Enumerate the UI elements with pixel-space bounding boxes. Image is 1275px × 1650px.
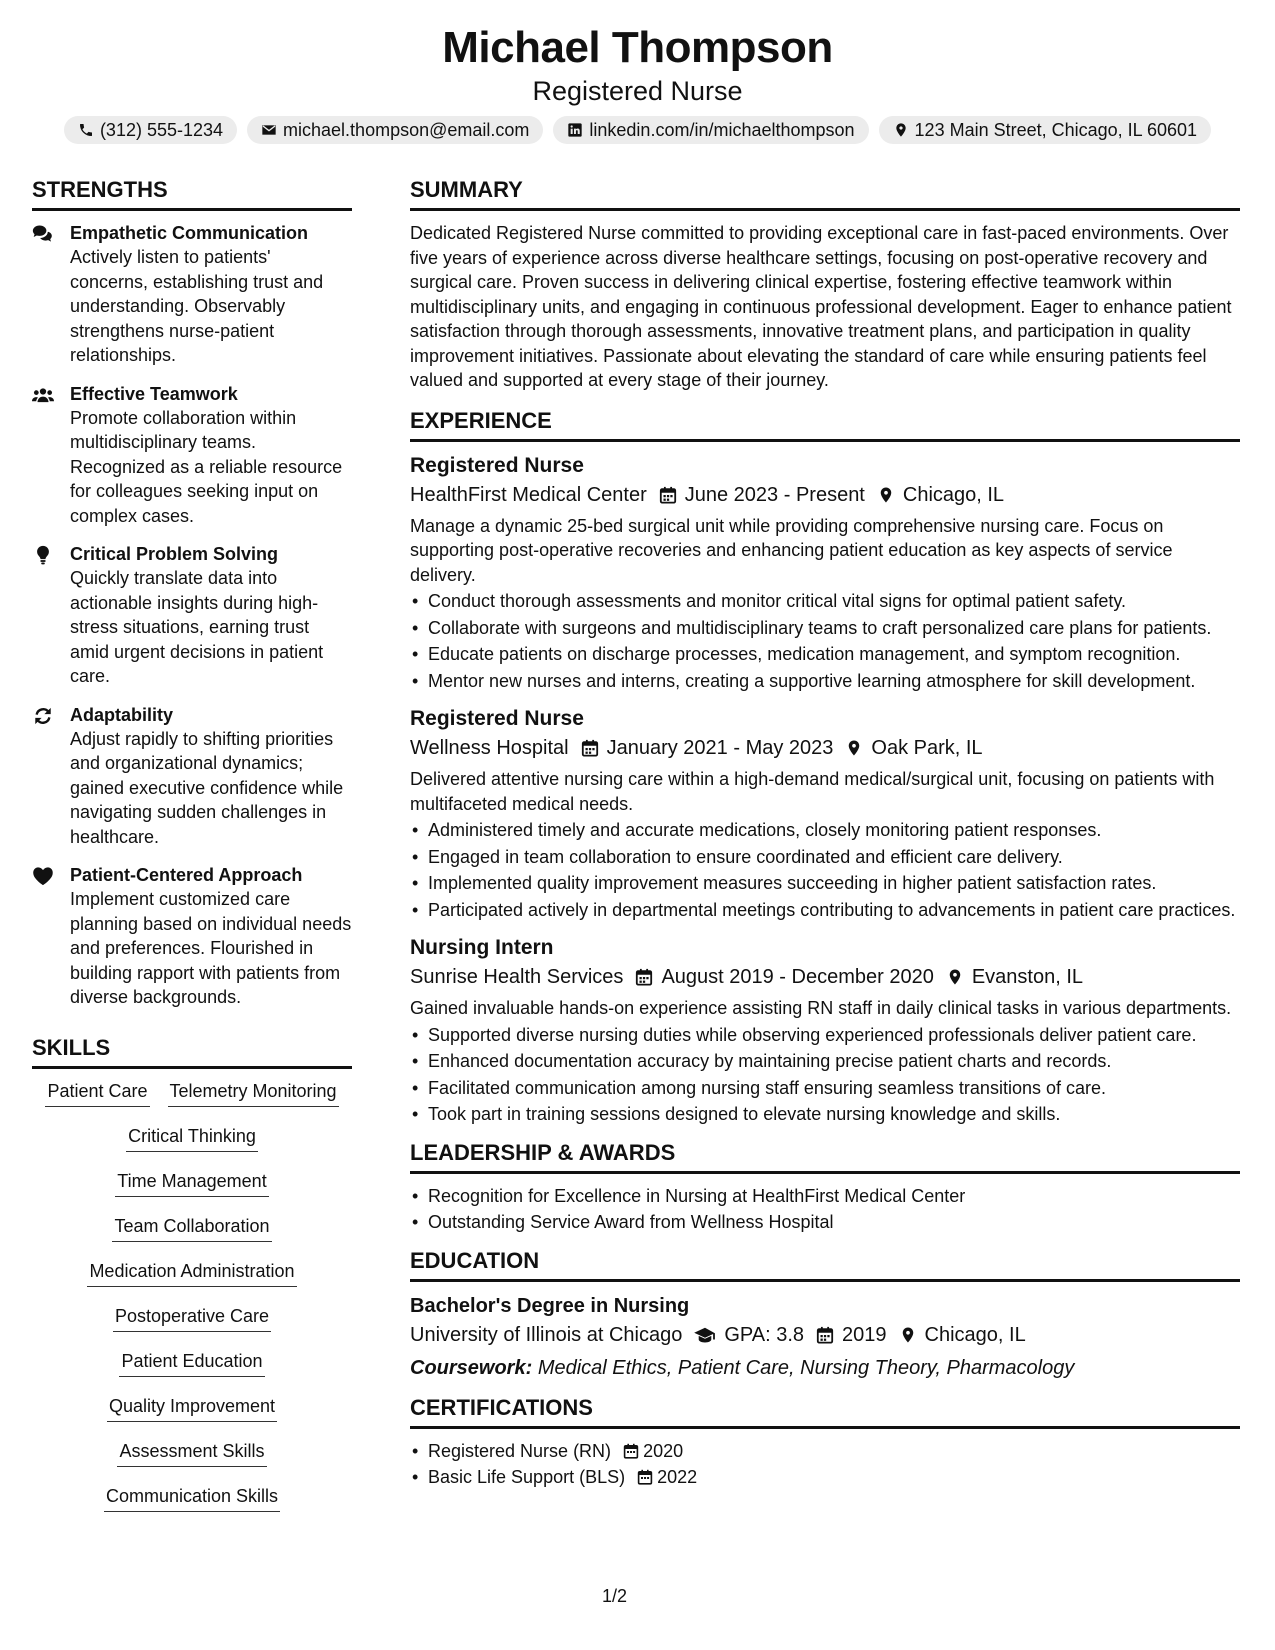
job-dates: January 2021 - May 2023 xyxy=(606,737,834,759)
resume-header xyxy=(0,0,1275,144)
candidate-name: Michael Thompson xyxy=(442,23,833,72)
certifications-list xyxy=(410,1439,1240,1490)
strength-title: Critical Problem Solving xyxy=(70,544,279,564)
certifications-heading: CERTIFICATIONS xyxy=(410,1394,1240,1429)
award-item: • Recognition for Excellence in Nursing at HealthFirst Medical Center xyxy=(410,1184,1240,1209)
leadership-heading: LEADERSHIP & AWARDS xyxy=(410,1139,1240,1174)
degree-title: Bachelor's Degree in Nursing xyxy=(410,1294,690,1317)
users-icon xyxy=(32,385,54,405)
job-bullet: • Conduct thorough assessments and monitor critical vital signs for optimal patient safety. xyxy=(410,589,1240,614)
page-number: 1/2 xyxy=(602,1586,628,1606)
contact-bar xyxy=(0,116,1275,144)
left-column xyxy=(32,176,352,1529)
summary-heading: SUMMARY xyxy=(410,176,1240,211)
job-bullet: • Engaged in team collaboration to ensure coordinated and efficient care delivery. xyxy=(410,845,1240,870)
certification-item xyxy=(410,1465,1240,1490)
linkedin-icon xyxy=(567,122,583,138)
job-bullet: • Collaborate with surgeons and multidisciplinary teams to craft personalized care plans for patients. xyxy=(410,616,1240,641)
job-company: HealthFirst Medical Center xyxy=(410,483,647,506)
job-dates: June 2023 - Present xyxy=(684,483,865,506)
job-company: Sunrise Health Services xyxy=(410,966,624,988)
right-column xyxy=(410,176,1240,1529)
education-meta xyxy=(410,1320,1240,1350)
calendar-icon xyxy=(659,486,677,504)
job-bullet: • Educate patients on discharge processes, medication management, and symptom recognition. xyxy=(410,642,1240,667)
job-bullet: • Facilitated communication among nursing staff ensuring seamless transitions of care. xyxy=(410,1076,1240,1101)
strength-text: Implement customized care planning based on individual needs and preferences. Flourished in building rapport with patients from diverse backgrounds. xyxy=(70,889,352,1007)
address-text: 123 Main Street, Chicago, IL 60601 xyxy=(914,119,1198,140)
coursework-label: Coursework: xyxy=(410,1356,533,1379)
calendar-icon xyxy=(581,739,599,757)
certification-name: • Basic Life Support (BLS) xyxy=(428,1467,626,1487)
strengths-heading: STRENGTHS xyxy=(32,176,352,211)
job-bullet: • Enhanced documentation accuracy by maintaining precise patient charts and records. xyxy=(410,1049,1240,1074)
job-bullet: • Supported diverse nursing duties while observing experienced professionals deliver patient care. xyxy=(410,1023,1240,1048)
job-bullet: • Mentor new nurses and interns, creating a supportive learning atmosphere for skill development. xyxy=(410,669,1240,694)
job-title: Registered Nurse xyxy=(410,707,584,730)
job-bullet: • Implemented quality improvement measures succeeding in higher patient satisfaction rates. xyxy=(410,871,1240,896)
coursework xyxy=(410,1354,1240,1382)
graduation-cap-icon xyxy=(694,1326,716,1344)
sync-icon xyxy=(32,706,54,726)
job-description: Delivered attentive nursing care within a high-demand medical/surgical unit, focusing on patients with multifaceted medical needs. xyxy=(410,769,1215,814)
job-description: Manage a dynamic 25-bed surgical unit while providing comprehensive nursing care. Focus on supporting post-operative recoveries and enhancing patient education as key aspects of service delivery. xyxy=(410,515,1173,585)
graduation-year: 2019 xyxy=(842,1323,887,1346)
strength-title: Adaptability xyxy=(70,704,174,725)
school-location: Chicago, IL xyxy=(924,1323,1026,1346)
strength-title: Patient-Centered Approach xyxy=(70,865,303,885)
leadership-list xyxy=(410,1184,1240,1235)
skill-tag: Critical Thinking xyxy=(126,1124,258,1152)
skill-tag: Time Management xyxy=(115,1169,268,1197)
strength-text: Actively listen to patients' concerns, establishing trust and understanding. Observably strengthens nurse-patient relationships. xyxy=(70,247,324,365)
skill-tag: Team Collaboration xyxy=(112,1214,271,1242)
strength-item xyxy=(32,542,352,689)
job-meta xyxy=(410,733,1240,763)
skill-tag: Postoperative Care xyxy=(113,1304,271,1332)
candidate-role: Registered Nurse xyxy=(532,76,743,106)
certification-year: 2020 xyxy=(643,1440,684,1461)
certification-year: 2022 xyxy=(657,1467,698,1487)
strength-item xyxy=(32,863,352,1010)
phone-text: (312) 555-1234 xyxy=(99,119,224,140)
skill-tag: Medication Administration xyxy=(87,1259,296,1287)
certification-name: • Registered Nurse (RN) xyxy=(428,1440,612,1461)
summary-text: Dedicated Registered Nurse committed to providing exceptional care in fast-paced environments. Over five years of experience across diverse healthcare settings, focusing on post-operative recovery and surgical care. Proven success in delivering clinical expertise, fostering effective teamwork within multidisciplinary units, and engaging in continuous professional development. Eager to enhance patient satisfaction through thorough assessments, innovative treatment plans, and participation in quality improvement initiatives. Passionate about elevating the standard of care while ensuring patients feel valued and supported at every stage of their journey. xyxy=(410,223,1232,390)
skill-tag: Telemetry Monitoring xyxy=(168,1079,339,1107)
job-entry xyxy=(410,452,1240,694)
skill-tag: Patient Care xyxy=(45,1079,149,1107)
certification-item xyxy=(410,1439,1240,1464)
map-pin-icon xyxy=(845,739,863,757)
skills-list xyxy=(32,1079,352,1529)
job-entry xyxy=(410,705,1240,922)
skill-tag: Patient Education xyxy=(119,1349,264,1377)
job-title: Nursing Intern xyxy=(410,936,554,959)
strength-text: Promote collaboration within multidisciplinary teams. Recognized as a reliable resource for colleagues seeking input on complex cases. xyxy=(70,407,343,526)
email-text: michael.thompson@email.com xyxy=(283,119,530,140)
job-meta xyxy=(410,962,1240,992)
job-bullets xyxy=(410,818,1240,922)
map-pin-icon xyxy=(893,122,909,138)
strength-title: Effective Teamwork xyxy=(70,383,238,404)
contact-phone[interactable] xyxy=(64,116,237,144)
award-item: • Outstanding Service Award from Wellness Hospital xyxy=(410,1210,1240,1235)
map-pin-icon xyxy=(946,968,964,986)
job-bullet: • Participated actively in departmental meetings contributing to advancements in patient care practices. xyxy=(410,898,1240,923)
education-heading: EDUCATION xyxy=(410,1247,1240,1282)
skill-tag: Communication Skills xyxy=(104,1484,280,1512)
lightbulb-icon xyxy=(32,545,54,565)
job-location: Oak Park, IL xyxy=(871,737,983,759)
experience-heading: EXPERIENCE xyxy=(410,407,1240,442)
coursework-list: Medical Ethics, Patient Care, Nursing Theory, Pharmacology xyxy=(537,1356,1075,1379)
contact-email[interactable] xyxy=(247,116,543,144)
job-bullets xyxy=(410,1023,1240,1127)
job-location: Chicago, IL xyxy=(902,483,1005,506)
strength-title: Empathetic Communication xyxy=(70,223,309,243)
calendar-icon xyxy=(816,1326,834,1344)
gpa: GPA: 3.8 xyxy=(724,1323,805,1346)
envelope-icon xyxy=(261,122,277,138)
job-bullets xyxy=(410,589,1240,693)
job-description: Gained invaluable hands-on experience assisting RN staff in daily clinical tasks in various departments. xyxy=(410,998,1232,1018)
job-title: Registered Nurse xyxy=(410,453,584,477)
job-bullet: • Took part in training sessions designed to elevate nursing knowledge and skills. xyxy=(410,1102,1240,1127)
strength-text: Adjust rapidly to shifting priorities and organizational dynamics; gained executive confidence while navigating sudden challenges in healthcare. xyxy=(70,728,344,847)
strength-item xyxy=(32,703,352,850)
job-meta xyxy=(410,480,1240,510)
job-location: Evanston, IL xyxy=(971,966,1084,988)
job-company: Wellness Hospital xyxy=(410,737,569,759)
heart-icon xyxy=(32,866,54,886)
map-pin-icon xyxy=(877,486,895,504)
strength-text: Quickly translate data into actionable insights during high-stress situations, earning trust amid urgent decisions in patient care. xyxy=(70,568,324,686)
calendar-icon xyxy=(635,968,653,986)
strength-item xyxy=(32,382,352,529)
strength-item xyxy=(32,221,352,368)
contact-linkedin[interactable] xyxy=(553,116,868,144)
comments-icon xyxy=(32,224,54,244)
phone-icon xyxy=(78,122,94,138)
skill-tag: Quality Improvement xyxy=(107,1394,277,1422)
linkedin-text: linkedin.com/in/michaelthompson xyxy=(589,119,855,140)
calendar-icon xyxy=(623,1443,639,1459)
job-dates: August 2019 - December 2020 xyxy=(661,966,934,988)
school-name: University of Illinois at Chicago xyxy=(410,1323,683,1346)
contact-address xyxy=(879,116,1212,144)
skills-heading: SKILLS xyxy=(32,1034,352,1069)
skill-tag: Assessment Skills xyxy=(117,1439,266,1467)
map-pin-icon xyxy=(899,1326,917,1344)
job-entry xyxy=(410,934,1240,1127)
job-bullet: • Administered timely and accurate medications, closely monitoring patient responses. xyxy=(410,818,1240,843)
calendar-icon xyxy=(637,1469,653,1485)
